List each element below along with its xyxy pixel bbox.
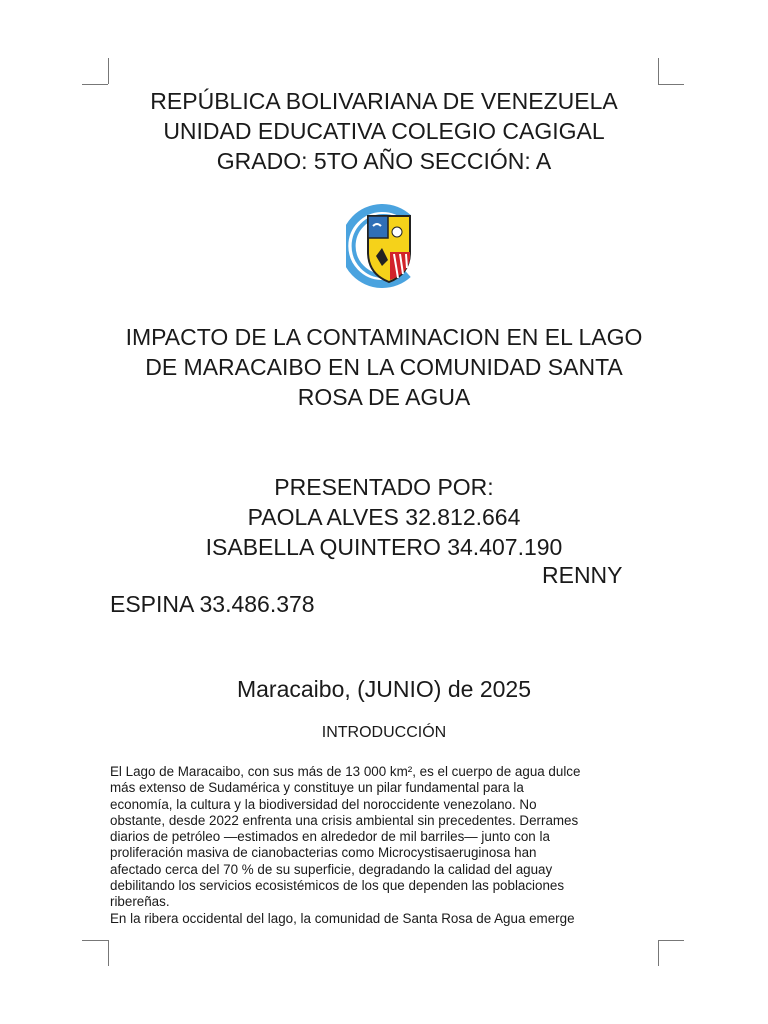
author-3-rest: ESPINA 33.486.378 [110, 591, 315, 617]
authors-block [0, 472, 768, 562]
header-grade: GRADO: 5TO AÑO SECCIÓN: A [216, 148, 552, 174]
body-line: En la ribera occidental del lago, la comunidad de Santa Rosa de Agua emerge [110, 910, 575, 926]
author-2: ISABELLA QUINTERO 34.407.190 [205, 534, 563, 560]
document-title [100, 322, 668, 412]
body-line: economía, la cultura y la biodiversidad del noroccidente venezolano. No [110, 796, 537, 812]
body-line: El Lago de Maracaibo, con sus más de 13 000 km², es el cuerpo de agua dulce [110, 764, 581, 779]
title-line-2: DE MARACAIBO EN LA COMUNIDAD SANTA [145, 354, 623, 380]
body-line: más extenso de Sudamérica y constituye un pilar fundamental para la [110, 780, 524, 796]
header-school: UNIDAD EDUCATIVA COLEGIO CAGIGAL [163, 118, 605, 144]
body-line: obstante, desde 2022 enfrenta una crisis ambiental sin precedentes. Derrames [110, 812, 579, 828]
institution-header [0, 86, 768, 176]
body-line: ribereñas. [110, 894, 170, 910]
introduction-body [110, 764, 650, 927]
place-date: Maracaibo, (JUNIO) de 2025 [236, 676, 531, 702]
title-line-3: ROSA DE AGUA [297, 384, 471, 410]
presented-label: PRESENTADO POR: [274, 474, 494, 500]
author-3-first-name: RENNY [542, 562, 623, 588]
body-line: proliferación masiva de cianobacterias como Microcystisaeruginosa han [110, 845, 537, 861]
header-country: REPÚBLICA BOLIVARIANA DE VENEZUELA [150, 88, 618, 114]
author-1: PAOLA ALVES 32.812.664 [247, 504, 521, 530]
body-line: diarios de petróleo —estimados en alrededor de mil barriles— junto con la [110, 829, 550, 845]
introduction-heading: INTRODUCCIÓN [321, 724, 447, 741]
title-line-1: IMPACTO DE LA CONTAMINACION EN EL LAGO [125, 324, 643, 350]
body-line: afectado cerca del 70 % de su superficie, degradando la calidad del aguay [110, 861, 553, 877]
school-crest-icon [346, 204, 424, 288]
body-line: debilitando los servicios ecosistémicos de los que dependen las poblaciones [110, 878, 565, 894]
